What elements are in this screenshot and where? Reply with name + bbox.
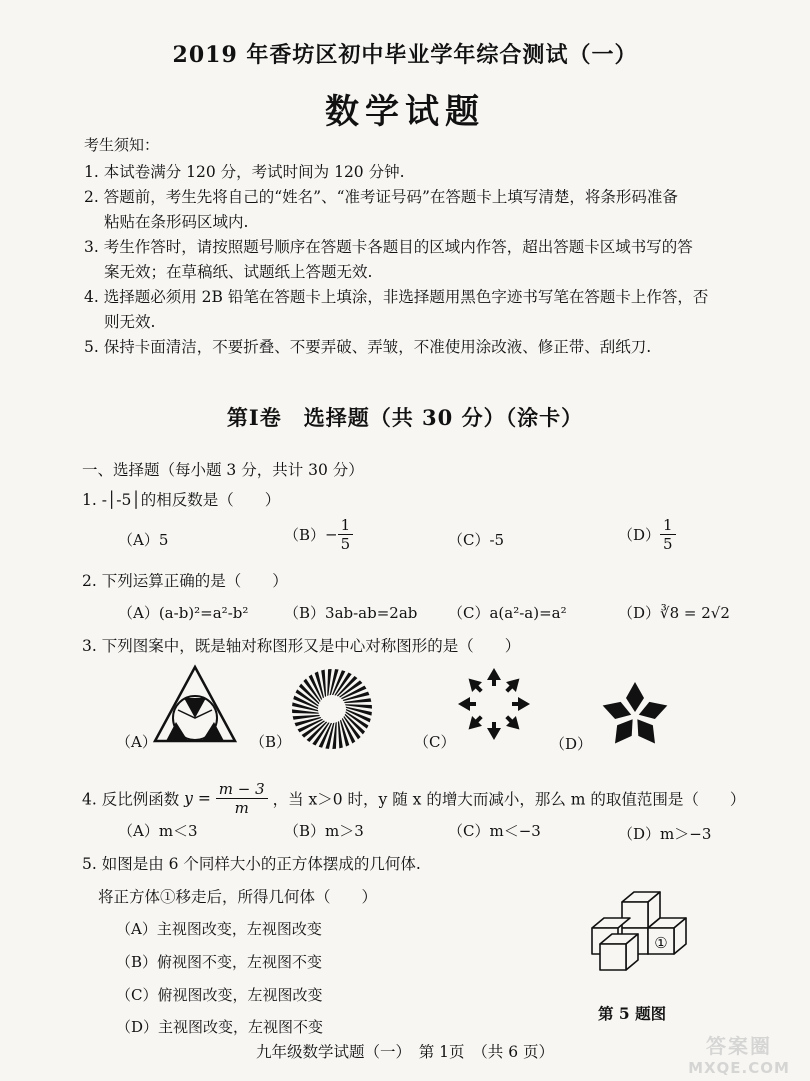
section-subtitle: 一、选择题（每小题 3 分，共计 30 分） — [82, 461, 364, 479]
q3-option-a: （A） — [116, 733, 157, 751]
cube-label: ① — [654, 934, 668, 952]
q3-option-c: （C） — [414, 733, 456, 751]
watermark-logo: 答案圈 MXQE.COM — [688, 1034, 790, 1077]
question-3-stem: 3. 下列图案中，既是轴对称图形又是中心对称图形的是（ ） — [82, 637, 521, 655]
q4-fraction: $\frac{m - 3}{m}$ — [216, 780, 268, 817]
notice-item: 5. 保持卡面清洁，不要折叠、不要弄破、弄皱，不准使用涂改液、修正带、刮纸刀. — [84, 338, 652, 356]
subject-title: 数学试题 — [325, 92, 485, 132]
notice-item: 4. 选择题必须用 2B 铅笔在答题卡上填涂，非选择题用黑色字迹书写笔在答题卡上作答，否 — [84, 288, 709, 306]
q2-option-c: （C）a(a²-a)=a² — [448, 604, 567, 622]
q4-option-b: （B）m＞3 — [284, 822, 364, 840]
figure-c-arrow-octagon — [454, 664, 534, 744]
question-5-stem: 5. 如图是由 6 个同样大小的正方体摆成的几何体. — [82, 855, 421, 873]
q2-option-a: （A）(a-b)²=a²-b² — [118, 604, 249, 622]
question-1-stem: 1. -│-5│的相反数是（ ） — [82, 491, 281, 509]
figure-a-triangle-circle — [152, 664, 238, 744]
q1-option-a: （A）5 — [118, 531, 169, 549]
question-2-stem: 2. 下列运算正确的是（ ） — [82, 572, 288, 590]
q4-option-d: （D）m＞−3 — [618, 825, 712, 843]
figure-5-caption: 第 5 题图 — [598, 1004, 667, 1023]
notice-item: 案无效；在草稿纸、试题纸上答题无效. — [104, 263, 373, 281]
q4-option-a: （A）m＜3 — [118, 822, 198, 840]
q1-option-b: （B）− $\frac{1}{5}$ — [284, 516, 353, 553]
q5-option-d: （D）主视图改变，左视图不变 — [116, 1018, 324, 1036]
q3-option-b: （B） — [250, 733, 292, 751]
notice-item: 粘贴在条形码区域内. — [104, 213, 249, 231]
section-title: 第Ⅰ卷 选择题（共 30 分）（涂卡） — [226, 405, 584, 430]
notice-item: 2. 答题前，考生先将自己的“姓名”、“准考证号码”在答题卡上填写清楚，将条形码准备 — [84, 188, 678, 206]
question-4-stem: 4. 反比例函数 y = $\frac{m - 3}{m}$ ，当 x＞0 时，y 随 x 的增大而减小，那么 m 的取值范围是（ ） — [82, 780, 746, 817]
notice-item: 1. 本试卷满分 120 分，考试时间为 120 分钟. — [84, 163, 405, 181]
notice-heading: 考生须知： — [84, 136, 160, 154]
notice-item: 3. 考生作答时，请按照题号顺序在答题卡各题目的区域内作答，超出答题卡区域书写的答 — [84, 238, 693, 256]
figure-5-cubes — [586, 888, 696, 998]
notice-item: 则无效. — [104, 313, 156, 331]
exam-title: 2019 年香坊区初中毕业学年综合测试（一） — [172, 42, 638, 68]
q2-option-b: （B）3ab-ab=2ab — [284, 604, 418, 622]
q2-option-d: （D）∛8 = 2√2 — [618, 604, 730, 622]
figure-d-diamond-pinwheel — [592, 678, 678, 748]
q3-option-d: （D） — [550, 735, 593, 753]
q5-option-c: （C）俯视图改变，左视图改变 — [116, 986, 323, 1004]
page-footer: 九年级数学试题（一） 第 1页 （共 6 页） — [255, 1043, 554, 1061]
q5-option-a: （A）主视图改变，左视图改变 — [116, 920, 322, 938]
question-5-sub: 将正方体①移走后，所得几何体（ ） — [98, 888, 378, 906]
q1-option-d: （D） $\frac{1}{5}$ — [618, 516, 676, 553]
q4-option-c: （C）m＜−3 — [448, 822, 541, 840]
figure-b-radial-ring — [290, 667, 374, 751]
q5-option-b: （B）俯视图不变，左视图不变 — [116, 953, 323, 971]
q1-option-c: （C）-5 — [448, 531, 505, 549]
